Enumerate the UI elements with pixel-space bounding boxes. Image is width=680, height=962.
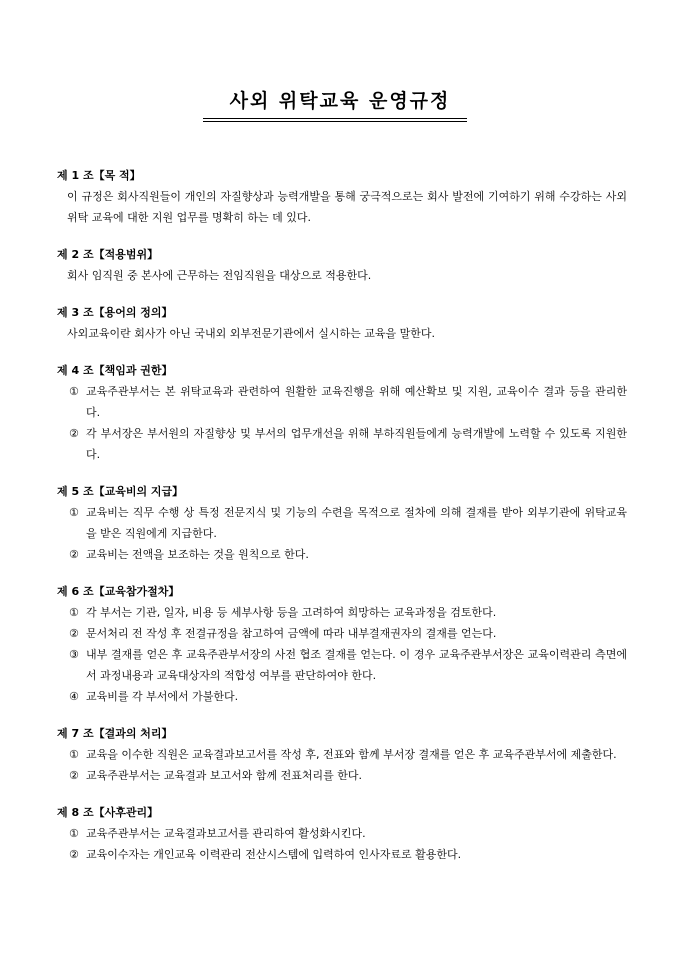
article-title: 【교육비의 지급】 bbox=[93, 485, 184, 498]
article-title: 【적용범위】 bbox=[93, 248, 159, 261]
article-clause bbox=[57, 744, 627, 765]
article-clause bbox=[57, 423, 627, 465]
clause-text: 교육주관부서는 교육결과보고서를 관리하여 활성화시킨다. bbox=[86, 827, 366, 840]
clause-text: 교육주관부서는 교육결과 보고서와 함께 전표처리를 한다. bbox=[86, 769, 363, 782]
clause-number: ② bbox=[69, 427, 79, 440]
title-block bbox=[0, 86, 680, 113]
clause-number: ② bbox=[69, 627, 79, 640]
clause-text: 교육비를 각 부서에서 가불한다. bbox=[86, 690, 239, 703]
article-title: 【교육참가절차】 bbox=[93, 585, 180, 598]
clause-text: 각 부서는 기관, 일자, 비용 등 세부사항 등을 고려하여 희망하는 교육과정을 검토한다. bbox=[86, 606, 497, 619]
article-body: 회사 임직원 중 본사에 근무하는 전임직원을 대상으로 적용한다. bbox=[67, 269, 372, 282]
article-title: 【목 적】 bbox=[93, 169, 141, 182]
article-number: 제 1 조 bbox=[57, 169, 94, 182]
clause-number: ② bbox=[69, 848, 79, 861]
clause-text: 교육을 이수한 직원은 교육결과보고서를 작성 후, 전표와 함께 부서장 결재를 얻은 후 교육주관부서에 제출한다. bbox=[86, 748, 617, 761]
article-clause bbox=[57, 844, 627, 865]
clause-number: ① bbox=[69, 748, 79, 761]
article-5 bbox=[57, 481, 627, 565]
clause-text: 교육이수자는 개인교육 이력관리 전산시스템에 입력하여 인사자료로 활용한다. bbox=[86, 848, 462, 861]
article-heading bbox=[57, 802, 627, 823]
article-clause bbox=[57, 765, 627, 786]
article-heading bbox=[57, 165, 627, 186]
article-clause bbox=[57, 623, 627, 644]
clause-number: ① bbox=[69, 506, 79, 519]
title-underline bbox=[203, 118, 467, 119]
clause-number: ③ bbox=[69, 648, 79, 661]
article-heading bbox=[57, 302, 627, 323]
article-3 bbox=[57, 302, 627, 344]
clause-number: ④ bbox=[69, 690, 79, 703]
article-number: 제 5 조 bbox=[57, 485, 94, 498]
clause-number: ② bbox=[69, 548, 79, 561]
article-6 bbox=[57, 581, 627, 707]
clause-text: 교육주관부서는 본 위탁교육과 관련하여 원활한 교육진행을 위해 예산확보 및 지원, 교육이수 결과 등을 관리한다. bbox=[86, 385, 627, 419]
article-clause bbox=[57, 602, 627, 623]
document-title: 사외 위탁교육 운영규정 bbox=[229, 90, 451, 112]
article-clause bbox=[57, 823, 627, 844]
article-heading bbox=[57, 481, 627, 502]
article-heading bbox=[57, 723, 627, 744]
article-clause bbox=[57, 644, 627, 686]
article-body: 이 규정은 회사직원들이 개인의 자질향상과 능력개발을 통해 궁극적으로는 회사 발전에 기여하기 위해 수강하는 사외위탁 교육에 대한 지원 업무를 명확히 하는 데 있다. bbox=[67, 190, 627, 224]
article-heading bbox=[57, 360, 627, 381]
article-title: 【결과의 처리】 bbox=[93, 727, 173, 740]
article-title: 【용어의 정의】 bbox=[93, 306, 173, 319]
clause-number: ① bbox=[69, 606, 79, 619]
document-body bbox=[57, 165, 627, 881]
clause-text: 문서처리 전 작성 후 전결규정을 참고하여 금액에 따라 내부결재권자의 결재를 얻는다. bbox=[86, 627, 497, 640]
article-clause bbox=[57, 544, 627, 565]
article-clause bbox=[57, 686, 627, 707]
article-clause bbox=[57, 502, 627, 544]
article-4 bbox=[57, 360, 627, 465]
clause-number: ① bbox=[69, 385, 79, 398]
clause-text: 교육비는 전액을 보조하는 것을 원칙으로 한다. bbox=[86, 548, 309, 561]
article-body: 사외교육이란 회사가 아닌 국내외 외부전문기관에서 실시하는 교육을 말한다. bbox=[67, 327, 436, 340]
article-1 bbox=[57, 165, 627, 228]
article-heading bbox=[57, 581, 627, 602]
article-number: 제 4 조 bbox=[57, 364, 94, 377]
article-title: 【사후관리】 bbox=[93, 806, 159, 819]
article-title: 【책임과 권한】 bbox=[93, 364, 173, 377]
clause-text: 각 부서장은 부서원의 자질향상 및 부서의 업무개선을 위해 부하직원들에게 능력개발에 노력할 수 있도록 지원한다. bbox=[86, 427, 627, 461]
clause-text: 교육비는 직무 수행 상 특정 전문지식 및 기능의 수련을 목적으로 절차에 의해 결재를 받아 외부기관에 위탁교육을 받은 직원에게 지급한다. bbox=[86, 506, 627, 540]
article-8 bbox=[57, 802, 627, 865]
article-number: 제 6 조 bbox=[57, 585, 94, 598]
article-number: 제 2 조 bbox=[57, 248, 94, 261]
article-number: 제 3 조 bbox=[57, 306, 94, 319]
article-clause bbox=[57, 381, 627, 423]
article-2 bbox=[57, 244, 627, 286]
article-7 bbox=[57, 723, 627, 786]
article-number: 제 7 조 bbox=[57, 727, 94, 740]
article-number: 제 8 조 bbox=[57, 806, 94, 819]
article-heading bbox=[57, 244, 627, 265]
title-underline-second bbox=[203, 121, 467, 122]
clause-number: ② bbox=[69, 769, 79, 782]
clause-number: ① bbox=[69, 827, 79, 840]
clause-text: 내부 결재를 얻은 후 교육주관부서장의 사전 협조 결재를 얻는다. 이 경우 교육주관부서장은 교육이력관리 측면에서 과정내용과 교육대상자의 적합성 여부를 판단하여야 한다. bbox=[86, 648, 627, 682]
